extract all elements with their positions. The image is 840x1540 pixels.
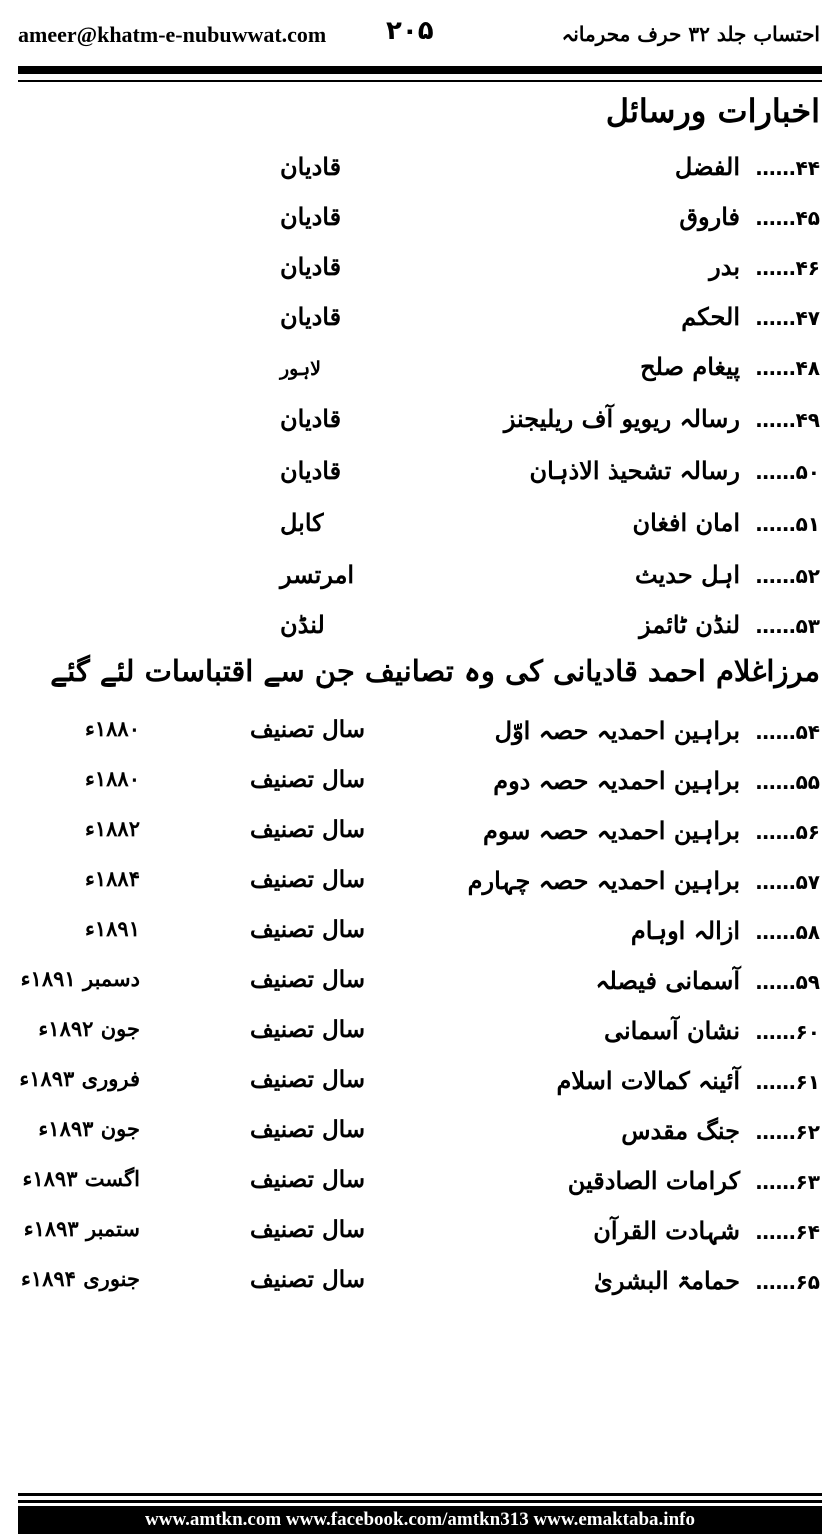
- table-row: [0, 816, 840, 856]
- page-number: ۲۰۵: [386, 16, 434, 46]
- list-item: [0, 404, 840, 444]
- item-title: براہین احمدیہ حصہ دوم: [493, 766, 740, 795]
- item-title: فاروق: [679, 202, 740, 231]
- item-number: ۶۴……: [755, 1220, 820, 1244]
- table-row: [0, 966, 840, 1006]
- section-title-books: مرزاغلام احمد قادیانی کی وہ تصانیف جن سے اقتباسات لئے گئے: [50, 654, 820, 688]
- item-year: جنوری ۱۸۹۴ء: [20, 1266, 140, 1291]
- year-label: سال تصنیف: [249, 1216, 365, 1243]
- item-title: الفضل: [674, 152, 740, 181]
- item-title: نشان آسمانی: [603, 1016, 740, 1045]
- item-number: ۶۵……: [755, 1270, 820, 1294]
- item-place: قادیان: [280, 302, 342, 331]
- item-number: ۶۲……: [755, 1120, 820, 1144]
- item-place: قادیان: [280, 404, 342, 433]
- table-row: [0, 1116, 840, 1156]
- item-year: اگست ۱۸۹۳ء: [22, 1166, 140, 1191]
- footer-links[interactable]: www.amtkn.com www.facebook.com/amtkn313 www.emaktaba.info: [145, 1509, 695, 1530]
- item-number: ۶۰……: [755, 1020, 820, 1044]
- year-label: سال تصنیف: [249, 916, 365, 943]
- table-row: [0, 716, 840, 756]
- year-label: سال تصنیف: [249, 1166, 365, 1193]
- item-title: براہین احمدیہ حصہ چہارم: [467, 866, 740, 895]
- item-year: ستمبر ۱۸۹۳ء: [23, 1216, 140, 1241]
- book-title: احتساب جلد ۳۲ حرف محرمانہ: [561, 22, 820, 46]
- table-row: [0, 1016, 840, 1056]
- item-title: امان افغان: [632, 508, 740, 537]
- item-year: ۱۸۸۲ء: [85, 816, 140, 841]
- item-title: براہین احمدیہ حصہ سوم: [482, 816, 740, 845]
- item-number: ۵۲……: [755, 564, 820, 588]
- footer-bar: [18, 1506, 822, 1534]
- year-label: سال تصنیف: [249, 816, 365, 843]
- item-number: ۶۳……: [755, 1170, 820, 1194]
- item-place: لاہور: [280, 358, 321, 380]
- item-number: ۵۷……: [755, 870, 820, 894]
- year-label: سال تصنیف: [249, 766, 365, 793]
- list-item: [0, 152, 840, 192]
- list-item: [0, 456, 840, 496]
- list-item: [0, 352, 840, 392]
- item-title: پیغام صلح: [640, 352, 740, 381]
- item-year: ۱۸۹۱ء: [85, 916, 140, 941]
- year-label: سال تصنیف: [249, 716, 365, 743]
- item-number: ۴۷……: [755, 306, 820, 330]
- item-place: کابل: [280, 508, 324, 537]
- item-number: ۴۵……: [755, 206, 820, 230]
- item-year: جون ۱۸۹۳ء: [38, 1116, 140, 1141]
- item-year: ۱۸۸۰ء: [85, 766, 140, 791]
- item-year: ۱۸۸۰ء: [85, 716, 140, 741]
- item-year: فروری ۱۸۹۳ء: [19, 1066, 140, 1091]
- item-year: ۱۸۸۴ء: [85, 866, 140, 891]
- item-number: ۵۱……: [755, 512, 820, 536]
- item-number: ۵۰……: [755, 460, 820, 484]
- item-title: کرامات الصادقین: [567, 1166, 740, 1195]
- item-number: ۵۸……: [755, 920, 820, 944]
- item-place: امرتسر: [280, 560, 355, 589]
- header-rule-thick: [18, 66, 822, 74]
- year-label: سال تصنیف: [249, 1266, 365, 1293]
- table-row: [0, 1066, 840, 1106]
- table-row: [0, 916, 840, 956]
- list-item: [0, 610, 840, 650]
- item-title: لنڈن ٹائمز: [639, 610, 740, 639]
- item-place: قادیان: [280, 456, 342, 485]
- item-title: جنگ مقدس: [621, 1116, 740, 1145]
- item-year: جون ۱۸۹۲ء: [38, 1016, 140, 1041]
- year-label: سال تصنیف: [249, 1016, 365, 1043]
- list-item: [0, 560, 840, 600]
- page-header: [0, 0, 840, 60]
- item-title: براہین احمدیہ حصہ اوّل: [494, 716, 740, 745]
- item-title: رسالہ تشحیذ الاذہان: [529, 456, 740, 485]
- item-number: ۴۸……: [755, 356, 820, 380]
- table-row: [0, 866, 840, 906]
- footer-rule-2: [18, 1500, 822, 1503]
- item-number: ۴۴……: [755, 156, 820, 180]
- list-item: [0, 252, 840, 292]
- table-row: [0, 1266, 840, 1306]
- header-email[interactable]: ameer@khatm-e-nubuwwat.com: [18, 22, 327, 47]
- item-title: اہل حدیث: [635, 560, 740, 589]
- year-label: سال تصنیف: [249, 1116, 365, 1143]
- item-title: حمامۃ البشریٰ: [594, 1266, 740, 1295]
- item-number: ۶۱……: [755, 1070, 820, 1094]
- item-title: شہادت القرآن: [593, 1216, 740, 1245]
- item-year: دسمبر ۱۸۹۱ء: [20, 966, 140, 991]
- item-title: الحکم: [681, 302, 740, 331]
- item-number: ۴۶……: [755, 256, 820, 280]
- item-title: آسمانی فیصلہ: [595, 966, 740, 995]
- item-place: لنڈن: [280, 610, 325, 639]
- list-item: [0, 508, 840, 548]
- item-title: آئینہ کمالات اسلام: [556, 1066, 740, 1095]
- item-number: ۵۵……: [755, 770, 820, 794]
- section-title-newspapers: اخبارات ورسائل: [605, 92, 820, 130]
- table-row: [0, 1216, 840, 1256]
- item-number: ۵۳……: [755, 614, 820, 638]
- item-place: قادیان: [280, 202, 342, 231]
- list-item: [0, 202, 840, 242]
- item-number: ۴۹……: [755, 408, 820, 432]
- table-row: [0, 1166, 840, 1206]
- item-title: رسالہ ریویو آف ریلیجنز: [503, 404, 740, 433]
- item-number: ۵۴……: [755, 720, 820, 744]
- year-label: سال تصنیف: [249, 866, 365, 893]
- item-number: ۵۶……: [755, 820, 820, 844]
- footer-rule-1: [18, 1493, 822, 1496]
- item-title: ازالہ اوہام: [630, 916, 740, 945]
- year-label: سال تصنیف: [249, 966, 365, 993]
- table-row: [0, 766, 840, 806]
- item-place: قادیان: [280, 152, 342, 181]
- item-title: بدر: [709, 252, 740, 281]
- item-number: ۵۹……: [755, 970, 820, 994]
- list-item: [0, 302, 840, 342]
- header-rule-thin: [18, 80, 822, 82]
- year-label: سال تصنیف: [249, 1066, 365, 1093]
- item-place: قادیان: [280, 252, 342, 281]
